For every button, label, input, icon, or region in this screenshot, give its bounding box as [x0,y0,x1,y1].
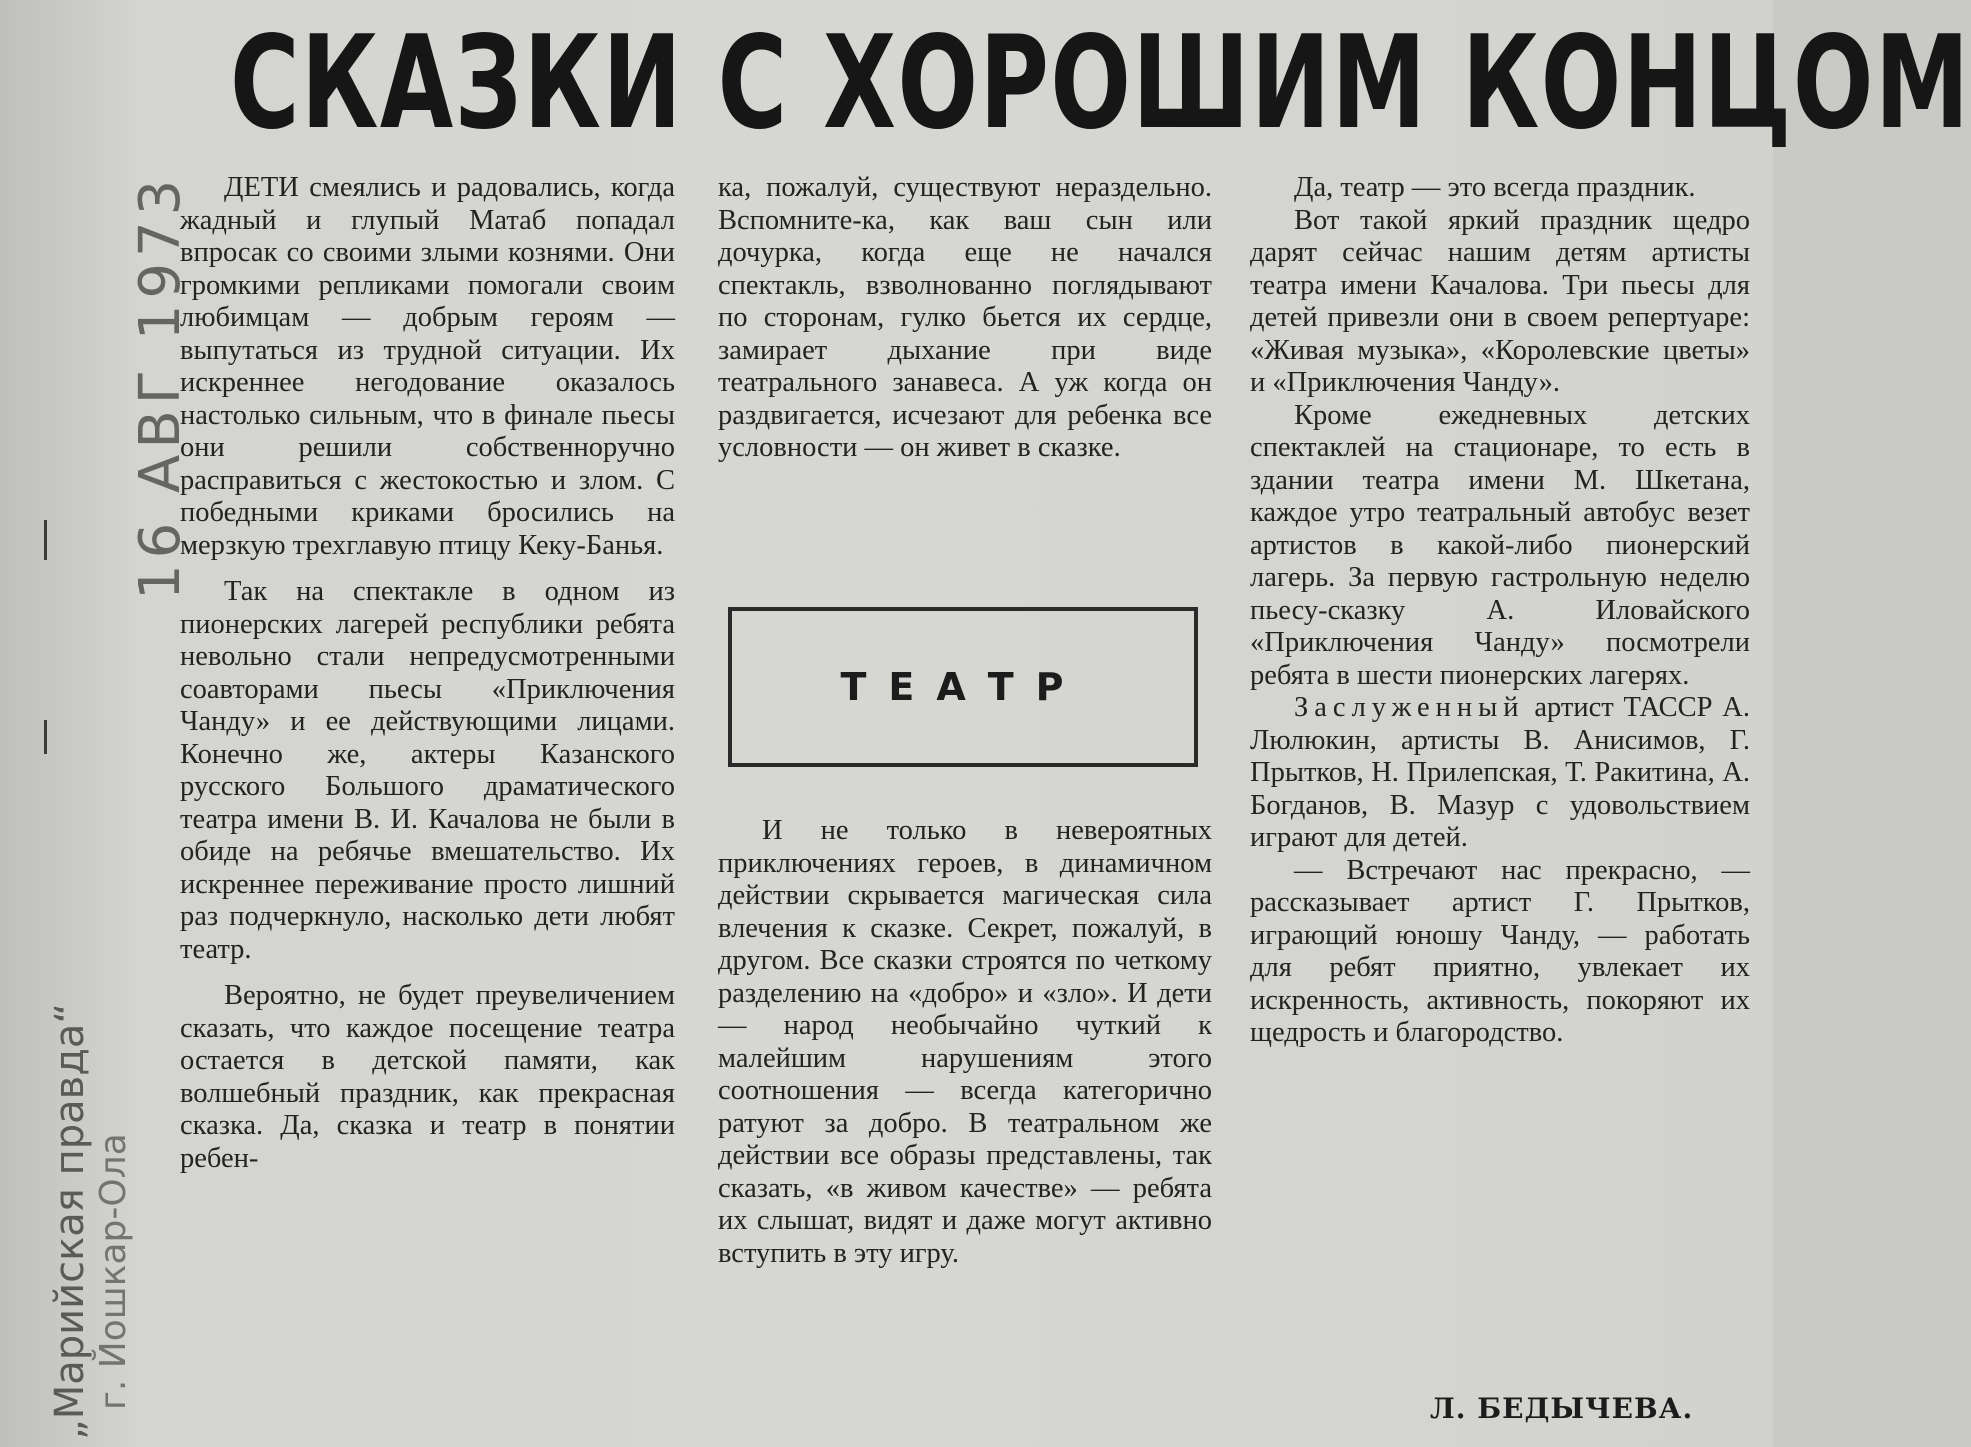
paragraph-text: артист ТАССР А. Люлюкин, артисты В. Анисимов, Г. Прытков, Н. Прилепская, Т. Ракитина, А. Богданов, В. Мазур с удовольствием играют для детей. [1250,692,1750,853]
stamp-mark-top [44,520,47,560]
article-column-1 [180,172,675,1175]
article-paragraph: ка, пожалуй, существуют нераздельно. Вспомните-ка, как ваш сын или дочурка, когда еще не начался спектакль, взволнованно поглядывают по сторонам, гулко бьется их сердце, замирает дыхание при виде театрального занавеса. А уж когда он раздвигается, исчезают для ребенка все условности — он живет в сказке. [718,172,1212,463]
rubric-box [728,607,1198,767]
article-paragraph: Кроме ежедневных детских спектаклей на стационаре, то есть в здании театра имени М. Шкетана, каждое утро театральный автобус везет артистов в какой-либо пионерский лагерь. За первую гастрольную неделю пьесу-сказку А. Иловайского «Приключения Чанду» посмотрели ребята в шести пионерских лагерях. [1250,399,1750,691]
article-paragraph [1250,692,1750,855]
article-paragraph: ДЕТИ смеялись и радовались, когда жадный и глупый Матаб попадал впросак со своими злыми кознями. Они громкими репликами помогали своим любимцам — добрым героям — выпутаться из трудной ситуации. Их искреннее негодование оказалось настолько сильным, что в финале пьесы они решили собственноручно расправиться с жестокостью и злом. С победными криками бросились на мерзкую трехглавую птицу Кеку-Банья. [180,172,675,561]
stamp-mark-bottom [44,720,47,754]
newspaper-city: г. Йошкар-Ола [93,1133,134,1410]
article-paragraph: — Встречают нас прекрасно, — рассказывает артист Г. Прытков, играющий юношу Чанду, — работать для ребят приятно, увлекает их искренность, активность, покоряют их щедрость и благородство. [1250,854,1750,1048]
spaced-word: Заслуженный [1294,692,1525,723]
article-column-3 [1250,172,1750,1050]
rubric-label: ТЕАТР [840,665,1086,709]
article-paragraph: Вероятно, не будет преувеличением сказать, что каждое посещение театра остается в детской памяти, как волшебный праздник, как прекрасная сказка. Да, сказка и театр в понятии ребен- [180,980,675,1174]
newspaper-source-stamp [48,1003,136,1440]
author-signature: Л. БЕДЫЧЕВА. [1430,1392,1694,1425]
article-paragraph: Так на спектакле в одном из пионерских лагерей республики ребята невольно стали непредусмотренными соавторами пьесы «Приключения Чанду» и ее действующими лицами. Конечно же, актеры Казанского русского Большого драматического театра имени В. И. Качалова не были в обиде на ребячье вмешательство. Их искреннее переживание просто лишний раз подчеркнуло, насколько дети любят театр. [180,576,675,965]
article-paragraph: И не только в невероятных приключениях героев, в динамичном действии скрывается магическая сила влечения к сказке. Секрет, пожалуй, в другом. Все сказки строятся по четкому разделению на «добро» и «зло». И дети — народ необычайно чуткий к малейшим нарушениям этого соотношения — всегда категорично ратуют за добро. В театральном же действии все образы представлены, так сказать, «в живом качестве» — ребята их слышат, видят и даже могут активно вступить в эту игру. [718,815,1212,1269]
article-paragraph: Да, театр — это всегда праздник. [1294,172,1696,203]
article-paragraph: Вот такой яркий праздник щедро дарят сейчас нашим детям артисты театра имени Качалова. Три пьесы для детей привезли они в своем репертуаре: «Живая музыка», «Королевские цветы» и «Приключения Чанду». [1250,204,1750,398]
archive-date-stamp: 16 АВГ 1973 [128,173,193,600]
newspaper-name: „Марийская правда“ [47,1002,93,1440]
article-column-2-top [718,172,1212,465]
headline: СКАЗКИ С ХОРОШИМ КОНЦОМ [230,9,1971,158]
article-column-2-bottom [718,815,1212,1270]
